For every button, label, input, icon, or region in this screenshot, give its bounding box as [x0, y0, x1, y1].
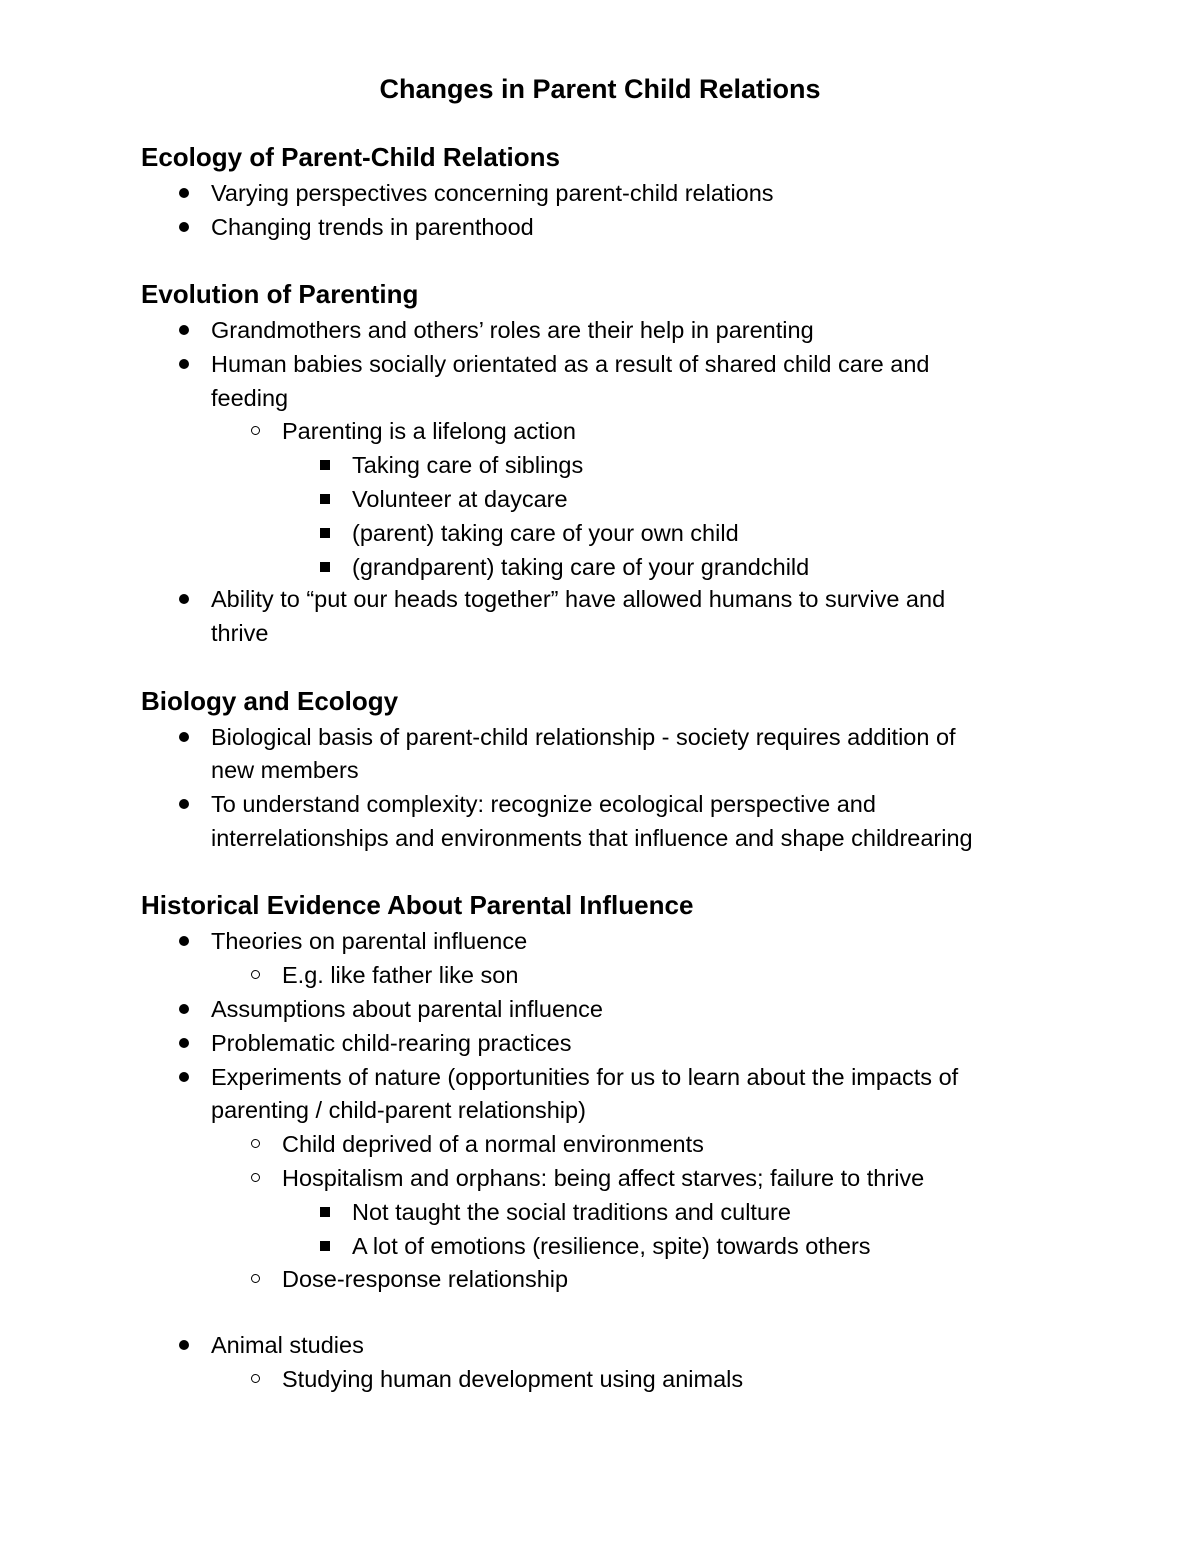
list-item: Dose-response relationship: [282, 1266, 569, 1292]
disc-bullet-icon: [179, 1340, 189, 1350]
list-item: Volunteer at daycare: [352, 486, 568, 512]
list-item: Assumptions about parental influence: [211, 996, 603, 1022]
circle-bullet-icon: [251, 426, 260, 435]
document-title: Changes in Parent Child Relations: [379, 74, 821, 104]
list-item: Taking care of siblings: [352, 452, 584, 478]
disc-bullet-icon: [179, 325, 189, 335]
disc-bullet-icon: [179, 1004, 189, 1014]
disc-bullet-icon: [179, 222, 189, 232]
section-heading-ecology: Ecology of Parent-Child Relations: [141, 142, 560, 172]
list-item: Problematic child-rearing practices: [211, 1030, 572, 1056]
list-item: Varying perspectives concerning parent-child relations: [211, 180, 774, 206]
circle-bullet-icon: [251, 1374, 260, 1383]
list-item-continuation: parenting / child-parent relationship): [211, 1097, 586, 1123]
list-item: Experiments of nature (opportunities for us to learn about the impacts of: [211, 1064, 959, 1090]
list-item: (parent) taking care of your own child: [352, 520, 739, 546]
disc-bullet-icon: [179, 936, 189, 946]
section-heading-historical: Historical Evidence About Parental Influence: [141, 890, 694, 920]
section-heading-biology: Biology and Ecology: [141, 686, 399, 716]
list-item: (grandparent) taking care of your grandchild: [352, 554, 810, 580]
disc-bullet-icon: [179, 594, 189, 604]
list-item: E.g. like father like son: [282, 962, 519, 988]
list-item: Ability to “put our heads together” have allowed humans to survive and: [211, 586, 946, 612]
list-item: Human babies socially orientated as a result of shared child care and: [211, 351, 930, 377]
square-bullet-icon: [320, 562, 330, 572]
circle-bullet-icon: [251, 970, 260, 979]
list-item: Animal studies: [211, 1332, 364, 1358]
list-item-continuation: interrelationships and environments that influence and shape childrearing: [211, 825, 973, 851]
circle-bullet-icon: [251, 1139, 260, 1148]
list-item: Biological basis of parent-child relationship - society requires addition of: [211, 724, 956, 750]
list-item: Grandmothers and others’ roles are their help in parenting: [211, 317, 814, 343]
list-item-continuation: new members: [211, 757, 359, 783]
list-item: Hospitalism and orphans: being affect starves; failure to thrive: [282, 1165, 925, 1191]
square-bullet-icon: [320, 528, 330, 538]
circle-bullet-icon: [251, 1274, 260, 1283]
list-item-continuation: thrive: [211, 620, 269, 646]
square-bullet-icon: [320, 1241, 330, 1251]
list-item: Studying human development using animals: [282, 1366, 744, 1392]
list-item: A lot of emotions (resilience, spite) towards others: [352, 1233, 871, 1259]
disc-bullet-icon: [179, 732, 189, 742]
square-bullet-icon: [320, 1207, 330, 1217]
disc-bullet-icon: [179, 188, 189, 198]
section-heading-evolution: Evolution of Parenting: [141, 279, 419, 309]
disc-bullet-icon: [179, 359, 189, 369]
list-item: Changing trends in parenthood: [211, 214, 534, 240]
square-bullet-icon: [320, 494, 330, 504]
list-item: Not taught the social traditions and culture: [352, 1199, 791, 1225]
disc-bullet-icon: [179, 1038, 189, 1048]
list-item-continuation: feeding: [211, 385, 289, 411]
list-item: Child deprived of a normal environments: [282, 1131, 704, 1157]
list-item: Theories on parental influence: [211, 928, 528, 954]
disc-bullet-icon: [179, 799, 189, 809]
square-bullet-icon: [320, 460, 330, 470]
disc-bullet-icon: [179, 1072, 189, 1082]
list-item: Parenting is a lifelong action: [282, 418, 576, 444]
circle-bullet-icon: [251, 1173, 260, 1182]
list-item: To understand complexity: recognize ecological perspective and: [211, 791, 876, 817]
